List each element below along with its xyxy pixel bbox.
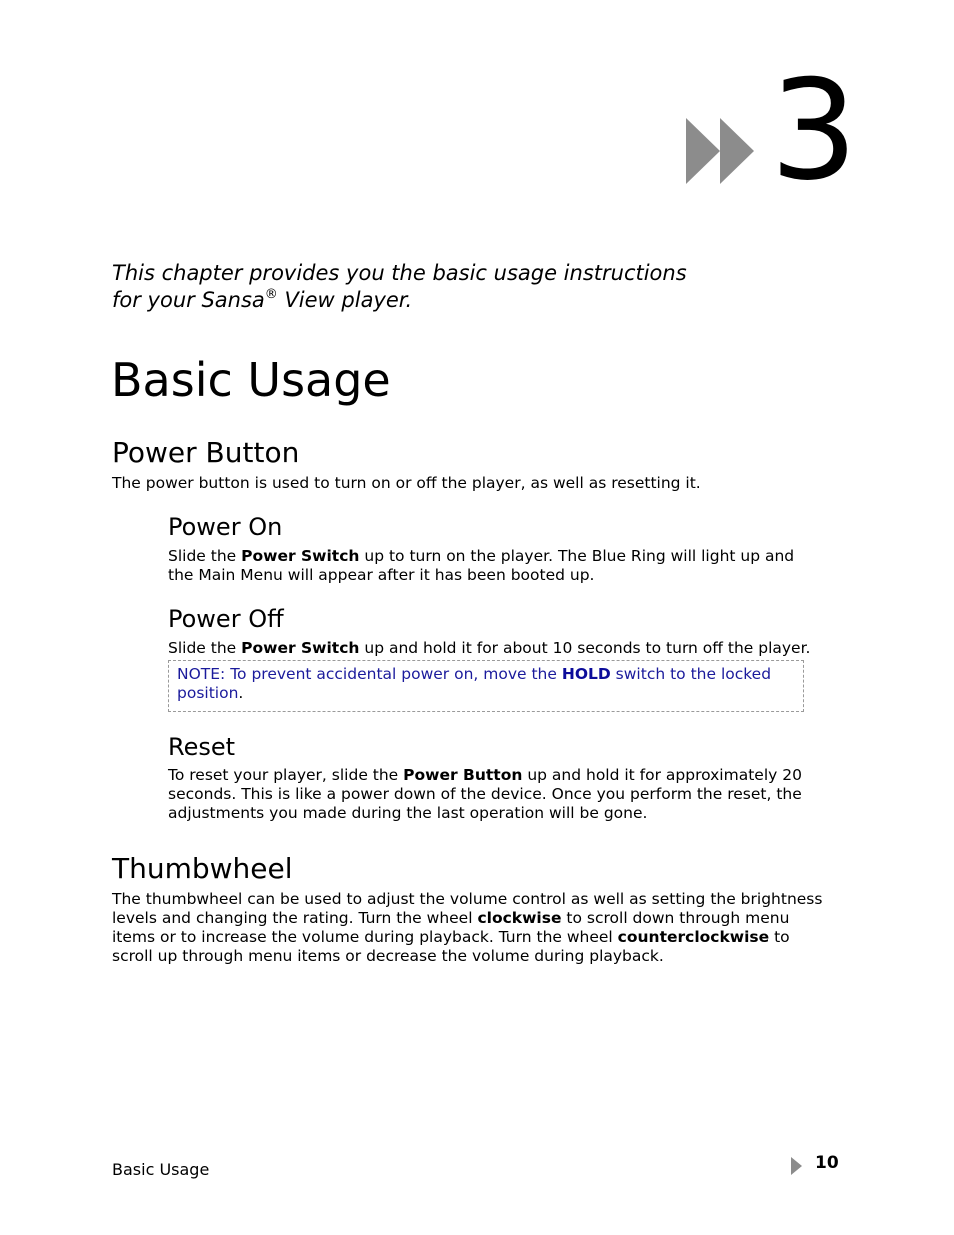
intro-text-end: View player.	[277, 288, 413, 312]
intro-line-1: This chapter provides you the basic usage instructions	[112, 261, 687, 285]
intro-line-2	[112, 287, 752, 314]
clockwise-term: clockwise	[477, 909, 562, 927]
page-title: Basic Usage	[111, 353, 391, 407]
reset-line-3: adjustments you made during the last operation will be gone.	[168, 804, 648, 822]
power-off-text: Slide the Power Switch up and hold it for about 10 seconds to turn off the player.	[168, 639, 811, 657]
chevron-right-icon	[791, 1157, 803, 1175]
heading-power-off: Power Off	[168, 605, 284, 633]
power-on-line-2: the Main Menu will appear after it has been booted up.	[168, 566, 595, 584]
counterclockwise-term: counterclockwise	[617, 928, 770, 946]
heading-power-button: Power Button	[112, 436, 300, 469]
note-line-1: NOTE: To prevent accidental power on, move the HOLD switch to the locked	[177, 665, 772, 683]
double-chevron-right-icon	[686, 118, 756, 184]
thumbwheel-line-3: items or to increase the volume during playback. Turn the wheel counterclockwise to	[112, 928, 790, 946]
power-switch-term: Power Switch	[241, 547, 360, 565]
power-on-line-1: Slide the Power Switch up to turn on the player. The Blue Ring will light up and	[168, 547, 795, 565]
footer-label: Basic Usage	[112, 1160, 210, 1179]
hold-term: HOLD	[561, 665, 611, 683]
heading-thumbwheel: Thumbwheel	[112, 852, 293, 885]
registered-mark: ®	[264, 287, 278, 302]
reset-line-1: To reset your player, slide the Power Button up and hold it for approximately 20	[168, 766, 802, 784]
note-box	[168, 660, 804, 712]
chapter-intro	[112, 260, 752, 314]
power-switch-term: Power Switch	[241, 639, 360, 657]
thumbwheel-line-2: levels and changing the rating. Turn the wheel clockwise to scroll down through menu	[112, 909, 790, 927]
power-on-text	[168, 547, 848, 585]
power-button-term: Power Button	[403, 766, 523, 784]
heading-power-on: Power On	[168, 513, 283, 541]
note-line-2: position.	[177, 684, 244, 702]
thumbwheel-line-4: scroll up through menu items or decrease the volume during playback.	[112, 947, 664, 965]
chapter-number: 3	[770, 50, 856, 211]
power-button-text: The power button is used to turn on or off the player, as well as resetting it.	[112, 474, 701, 492]
intro-text: for your Sansa	[112, 288, 265, 312]
thumbwheel-line-1: The thumbwheel can be used to adjust the volume control as well as setting the brightness	[112, 890, 823, 908]
thumbwheel-text	[112, 890, 872, 966]
page-number: 10	[815, 1153, 839, 1173]
reset-text	[168, 766, 868, 823]
reset-line-2: seconds. This is like a power down of the device. Once you perform the reset, the	[168, 785, 802, 803]
heading-reset: Reset	[168, 733, 236, 761]
